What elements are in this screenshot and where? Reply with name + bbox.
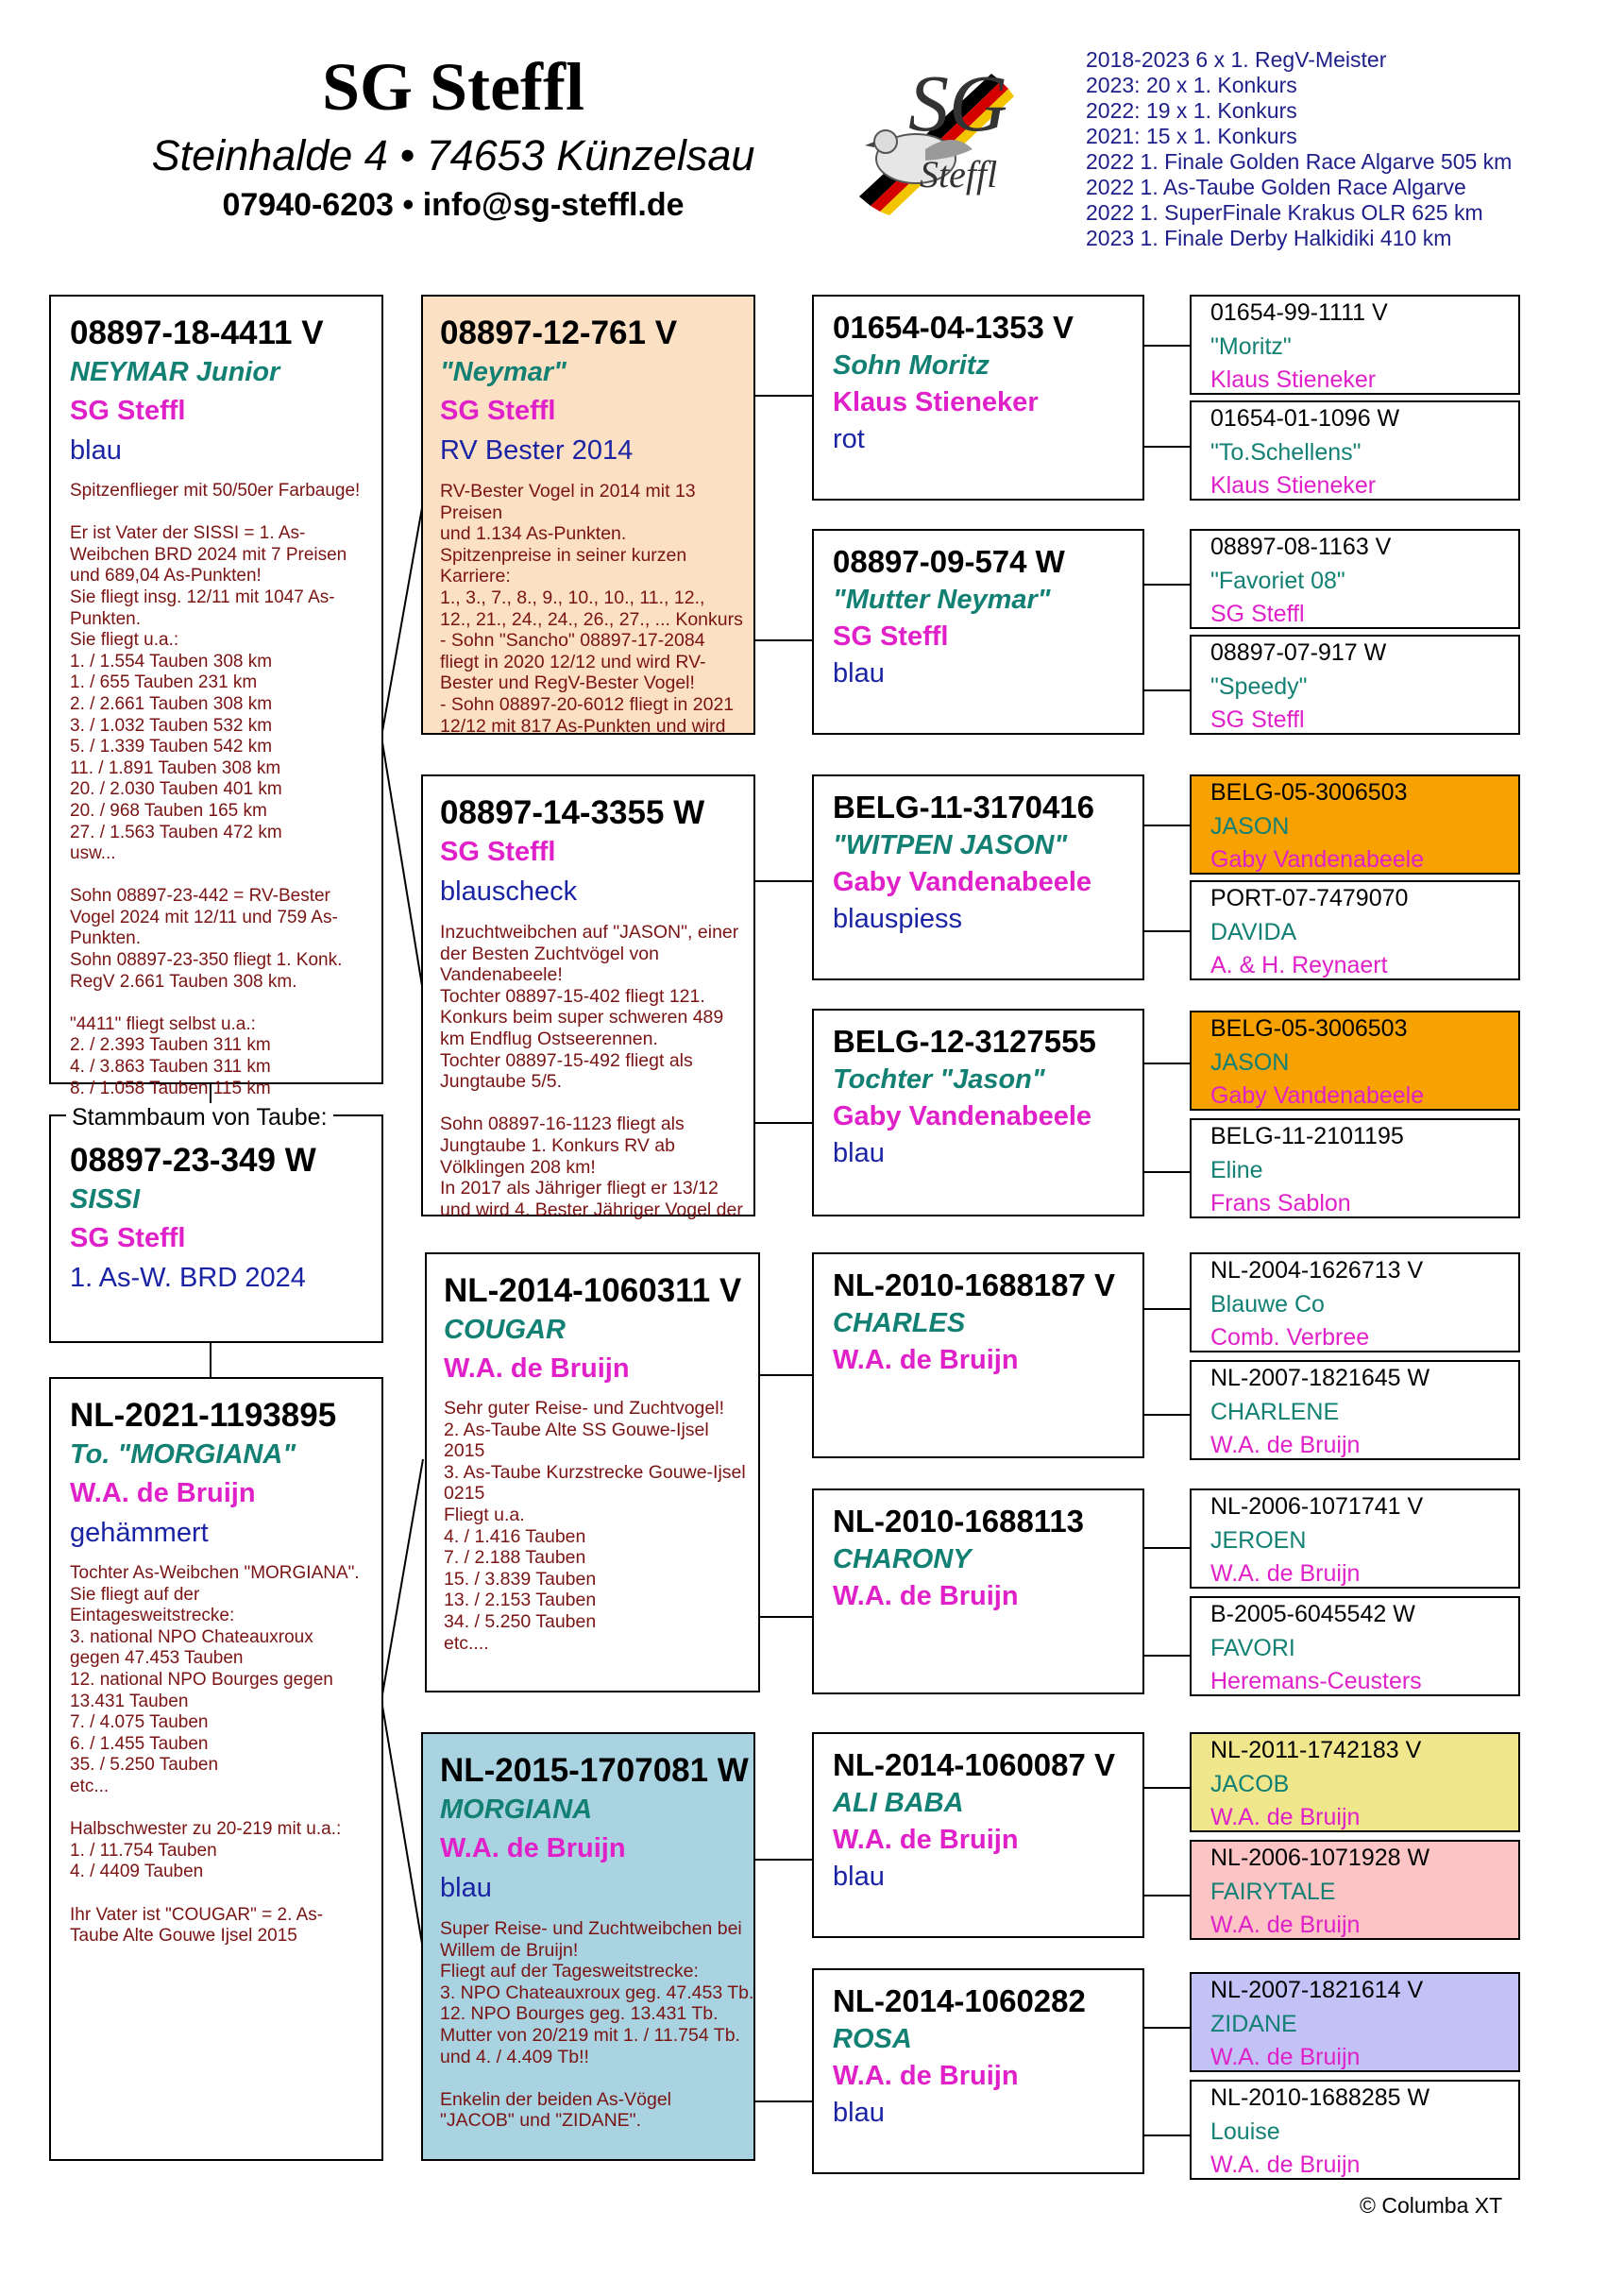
achievement-item: 2023 1. Finale Derby Halkidiki 410 km bbox=[1086, 226, 1452, 250]
subject-name: SISSI bbox=[70, 1184, 141, 1215]
achievement-item: 2021: 15 x 1. Konkurs bbox=[1086, 124, 1297, 148]
ancestor-card: NL-2011-1742183 V JACOB W.A. de Bruijn bbox=[1190, 1732, 1520, 1832]
ancestor-card: NL-2007-1821645 W CHARLENE W.A. de Bruijn bbox=[1190, 1360, 1520, 1460]
ancestor-card: NL-2007-1821614 V ZIDANE W.A. de Bruijn bbox=[1190, 1972, 1520, 2072]
ancestor-card: PORT-07-7479070 DAVIDA A. & H. Reynaert bbox=[1190, 880, 1520, 980]
subject-card bbox=[49, 1114, 383, 1343]
father-name: NEYMAR Junior bbox=[70, 357, 280, 387]
subject-color: 1. As-W. BRD 2024 bbox=[70, 1263, 306, 1293]
subject-label: Stammbaum von Taube: bbox=[66, 1103, 333, 1131]
achievement-item: 2022: 19 x 1. Konkurs bbox=[1086, 98, 1297, 123]
grandparent-card: NL-2014-1060311 V COUGAR W.A. de Bruijn Sehr guter Reise- und Zuchtvogel! 2. As-Taube Alte SS Gouwe-Ijsel 2015 3. As-Taube Kurzstrecke Gouwe-Ijsel 0215 Fliegt u.a. 4. / 1.416 Tauben 7. / 2.188 Tauben 15. / 3.839 Tauben 13. / 2.153 Tauben 34. / 5.250 Tauben etc.... bbox=[425, 1252, 760, 1692]
ancestor-card: 01654-01-1096 W "To.Schellens" Klaus Stieneker bbox=[1190, 400, 1520, 501]
ancestor-card: BELG-05-3006503 JASON Gaby Vandenabeele bbox=[1190, 1011, 1520, 1111]
logo-text-name: Steffl bbox=[920, 153, 998, 196]
ancestor-card: B-2005-6045542 W FAVORI Heremans-Ceusters bbox=[1190, 1596, 1520, 1696]
mother-card bbox=[49, 1377, 383, 2161]
logo-text-sg: SG bbox=[908, 58, 1008, 148]
father-color: blau bbox=[70, 435, 122, 466]
mother-ring: NL-2021-1193895 bbox=[70, 1397, 337, 1434]
great-grandparent-card: NL-2014-1060087 V ALI BABA W.A. de Bruijn blau bbox=[812, 1732, 1144, 1938]
subject-ring: 08897-23-349 W bbox=[70, 1142, 316, 1179]
great-grandparent-card: NL-2010-1688113 CHARONY W.A. de Bruijn bbox=[812, 1488, 1144, 1694]
mother-color: gehämmert bbox=[70, 1518, 209, 1548]
mother-notes: Tochter As-Weibchen "MORGIANA". Sie fliegt auf der Eintagesweitstrecke: 3. national NPO Chateauxroux gegen 47.453 Tauben 12. national NPO Bourges gegen 13.431 Tauben 7. / 4.075 Tauben 6. / 1.455 Tauben 35. / 5.250 Tauben etc... Halbschwester zu 20-219 mit u.a.: 1. / 11.754 Tauben 4. / 4409 Tauben Ihr Vater ist "COUGAR" = 2. As- Taube Alte Gouwe Ijsel 2015 bbox=[70, 1563, 360, 1947]
father-breeder: SG Steffl bbox=[70, 396, 186, 426]
achievement-item: 2022 1. SuperFinale Krakus OLR 625 km bbox=[1086, 200, 1483, 225]
grandparent-card: 08897-12-761 V "Neymar" SG Steffl RV Bester 2014 RV-Bester Vogel in 2014 mit 13 Preisen und 1.134 As-Punkten. Spitzenpreise in seiner kurzen Karriere: 1., 3., 7., 8., 9., 10., 10., 11., 12., 12., 21., 24., 24., 26., 27., ... Konkurs - Sohn "Sancho" 08897-17-2084 fliegt in 2020 12/12 und wird RV- Bester und RegV-Bester Vogel! - Sohn 08897-20-6012 fliegt in 2021 12/12 mit 817 As-Punkten und wird bbox=[421, 295, 755, 735]
achievement-item: 2022 1. As-Taube Golden Race Algarve bbox=[1086, 175, 1466, 199]
ancestor-card: BELG-05-3006503 JASON Gaby Vandenabeele bbox=[1190, 774, 1520, 875]
great-grandparent-card: NL-2014-1060282 ROSA W.A. de Bruijn blau bbox=[812, 1968, 1144, 2174]
ancestor-card: 01654-99-1111 V "Moritz" Klaus Stieneker bbox=[1190, 295, 1520, 395]
contact: 07940-6203 • info@sg-steffl.de bbox=[222, 187, 685, 223]
ancestor-card: NL-2006-1071741 V JEROEN W.A. de Bruijn bbox=[1190, 1488, 1520, 1589]
grandparent-card: NL-2015-1707081 W MORGIANA W.A. de Bruijn blau Super Reise- und Zuchtweibchen bei Willem de Bruijn! Fliegt auf der Tagesweitstrecke: 3. NPO Chateauxroux geg. 47.453 Tb. 12. NPO Bourges geg. 13.431 Tb. Mutter von 20/219 mit 1. / 11.754 Tb. und 4. / 4.409 Tb!! Enkelin der beiden As-Vögel "JACOB" und "ZIDANE". bbox=[421, 1732, 755, 2161]
great-grandparent-card: 01654-04-1353 V Sohn Moritz Klaus Stieneker rot bbox=[812, 295, 1144, 501]
ancestor-card: NL-2010-1688285 W Louise W.A. de Bruijn bbox=[1190, 2080, 1520, 2180]
ancestor-card: NL-2004-1626713 V Blauwe Co Comb. Verbree bbox=[1190, 1252, 1520, 1352]
father-card bbox=[49, 295, 383, 1098]
page-title: SG Steffl bbox=[322, 49, 584, 125]
father-ring: 08897-18-4411 V bbox=[70, 315, 324, 351]
address: Steinhalde 4 • 74653 Künzelsau bbox=[151, 131, 755, 179]
subject-breeder: SG Steffl bbox=[70, 1223, 186, 1253]
achievement-item: 2018-2023 6 x 1. RegV-Meister bbox=[1086, 47, 1387, 72]
father-notes: Spitzenflieger mit 50/50er Farbauge! Er ist Vater der SISSI = 1. As- Weibchen BRD 2024 mit 7 Preisen und 689,04 As-Punkten! Sie fliegt insg. 12/11 mit 1047 As- Punkten. Sie fliegt u.a.: 1. / 1.554 Tauben 308 km 1. / 655 Tauben 231 km 2. / 2.661 Tauben 308 km 3. / 1.032 Tauben 532 km 5. / 1.339 Tauben 542 km 11. / 1.891 Tauben 308 km 20. / 2.030 Tauben 401 km 20. / 968 Tauben 165 km 27. / 1.563 Tauben 472 km usw... Sohn 08897-23-442 = RV-Bester Vogel 2024 mit 12/11 und 759 As- Punkten. Sohn 08897-23-350 fliegt 1. Konk. RegV 2.661 Tauben 308 km. "4411" fliegt selbst u.a.: 2. / 2.393 Tauben 311 km 4. / 3.863 Tauben 311 km 8. / 1.058 Tauben 115 km bbox=[70, 481, 361, 1098]
mother-breeder: W.A. de Bruijn bbox=[70, 1478, 256, 1508]
great-grandparent-card: 08897-09-574 W "Mutter Neymar" SG Steffl blau bbox=[812, 529, 1144, 735]
great-grandparent-card: NL-2010-1688187 V CHARLES W.A. de Bruijn bbox=[812, 1252, 1144, 1458]
great-grandparent-card: BELG-12-3127555 Tochter "Jason" Gaby Vandenabeele blau bbox=[812, 1009, 1144, 1216]
copyright: © Columba XT bbox=[1360, 2193, 1503, 2218]
achievements-list bbox=[1086, 47, 1615, 251]
ancestor-card: 08897-08-1163 V "Favoriet 08" SG Steffl bbox=[1190, 529, 1520, 629]
grandparent-card: 08897-14-3355 W SG Steffl blauscheck Inzuchtweibchen auf "JASON", einer der Besten Zuchtvögel von Vandenabeele! Tochter 08897-15-402 fliegt 121. Konkurs beim super schweren 489 km Endflug Ostseerennen. Tochter 08897-15-492 fliegt als Jungtaube 5/5. Sohn 08897-16-1123 fliegt als Jungtaube 1. Konkurs RV ab Völklingen 208 km! In 2017 als Jähriger fliegt er 13/12 und wird 4. Bester Jähriger Vogel der bbox=[421, 774, 755, 1216]
achievement-item: 2023: 20 x 1. Konkurs bbox=[1086, 73, 1297, 97]
ancestor-card: BELG-11-2101195 Eline Frans Sablon bbox=[1190, 1118, 1520, 1218]
achievement-item: 2022 1. Finale Golden Race Algarve 505 km bbox=[1086, 149, 1513, 174]
great-grandparent-card: BELG-11-3170416 "WITPEN JASON" Gaby Vandenabeele blauspiess bbox=[812, 774, 1144, 980]
ancestor-card: NL-2006-1071928 W FAIRYTALE W.A. de Bruijn bbox=[1190, 1840, 1520, 1940]
mother-name: To. "MORGIANA" bbox=[70, 1439, 296, 1470]
ancestor-card: 08897-07-917 W "Speedy" SG Steffl bbox=[1190, 635, 1520, 735]
logo bbox=[850, 55, 1020, 215]
